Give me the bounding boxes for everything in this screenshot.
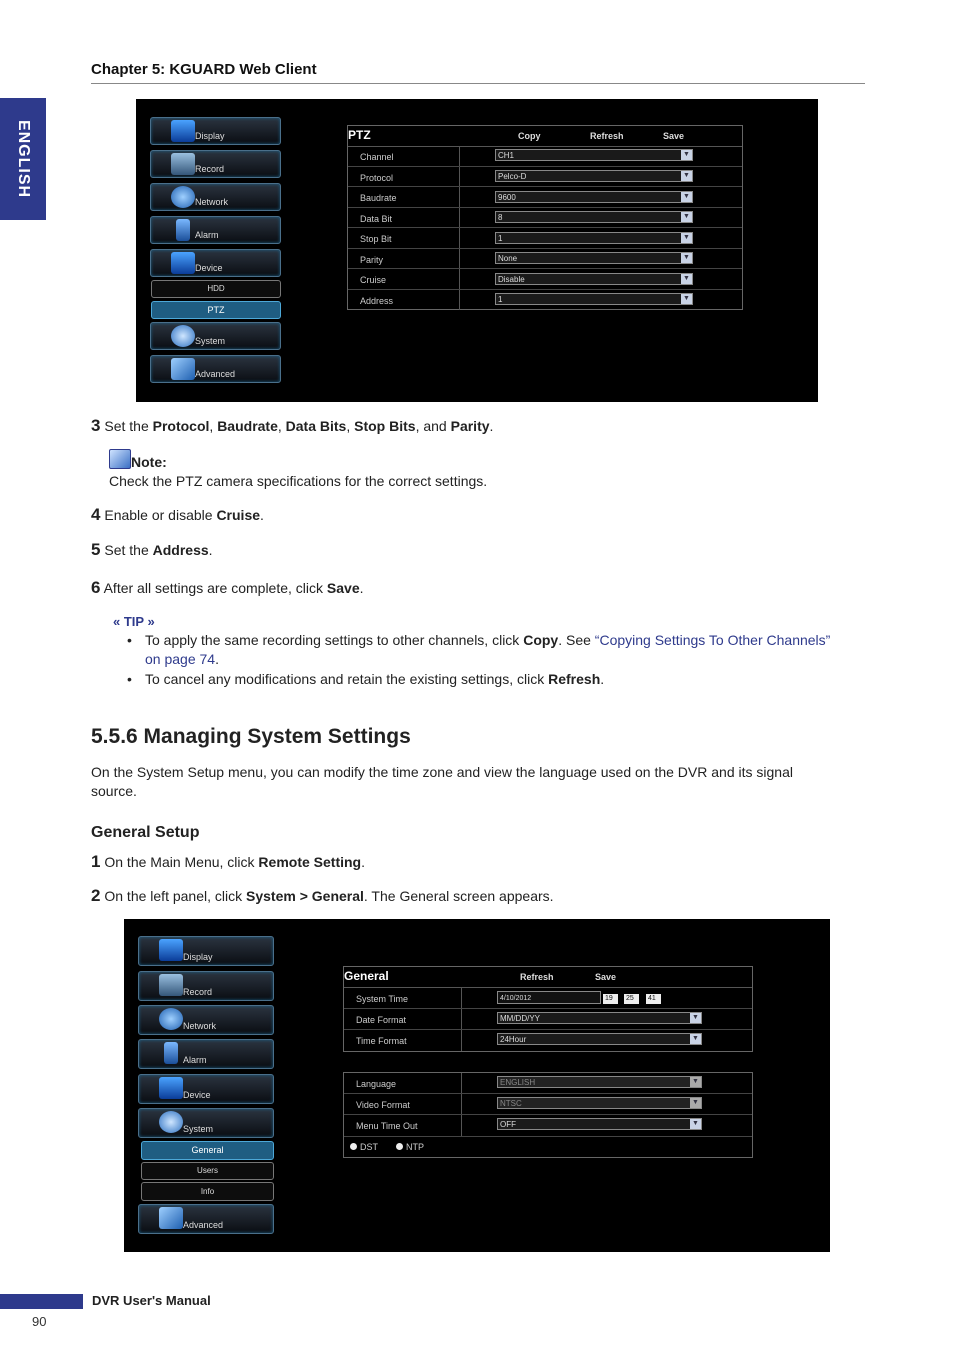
tip-bullet-2: • To cancel any modifications and retain the existing settings, click Refresh. [127, 671, 605, 687]
chevron-down-icon: ▼ [690, 1098, 701, 1108]
language-select: ENGLISH ▼ [497, 1076, 702, 1088]
ptz-header [348, 126, 742, 147]
alarm-icon [176, 219, 190, 241]
ptz-row: Baudrate 9600 ▼ [348, 187, 742, 208]
menu-general[interactable]: General [141, 1141, 274, 1160]
minute-input[interactable]: 25 [624, 994, 639, 1004]
menu-info[interactable]: Info [141, 1182, 274, 1201]
subsection-title: General Setup [91, 824, 200, 841]
dst-label: DST [360, 1142, 378, 1152]
page-link[interactable]: on page 74 [145, 651, 216, 667]
menu-network[interactable]: Network [138, 1005, 274, 1035]
menu-hdd[interactable]: HDD [151, 280, 281, 298]
baudrate-select[interactable]: 9600 ▼ [495, 191, 693, 203]
menu-alarm[interactable]: Alarm [138, 1039, 274, 1069]
monitor-icon [159, 939, 183, 961]
menu-alarm[interactable]: Alarm [150, 216, 281, 244]
chevron-down-icon: ▼ [681, 171, 692, 181]
menu-timeout-row: Menu Time Out OFF ▼ [344, 1115, 752, 1137]
step-3: 3 Set the Protocol, Baudrate, Data Bits, Stop Bits, and Parity. [91, 416, 494, 435]
menu-advanced[interactable]: Advanced [150, 355, 281, 383]
tip-bullet-1: • To apply the same recording settings to other channels, click Copy. See “Copying Settings To Other Channels” on page 74. [127, 632, 831, 667]
general-table [343, 966, 753, 1052]
step-2: 2 On the left panel, click System > General. The General screen appears. [91, 886, 554, 905]
chevron-down-icon: ▼ [690, 1013, 701, 1023]
hour-input[interactable]: 19 [603, 994, 618, 1004]
section-title: 5.5.6 Managing System Settings [91, 725, 411, 748]
ptz-row: Stop Bit 1 ▼ [348, 228, 742, 249]
video-format-row: Video Format NTSC ▼ [344, 1094, 752, 1115]
menu-timeout-select[interactable]: OFF ▼ [497, 1118, 702, 1130]
chevron-down-icon: ▼ [681, 233, 692, 243]
stop-bit-select[interactable]: 1 ▼ [495, 232, 693, 244]
dst-radio[interactable] [350, 1143, 357, 1150]
save-button[interactable]: Save [663, 131, 685, 141]
ptz-screenshot [136, 99, 818, 402]
chevron-down-icon: ▼ [690, 1119, 701, 1129]
record-icon [159, 974, 183, 996]
copy-settings-link[interactable]: “Copying Settings To Other Channels” [594, 632, 831, 648]
protocol-select[interactable]: Pelco-D ▼ [495, 170, 693, 182]
ptz-settings-table [347, 125, 743, 310]
chapter-heading: Chapter 5: KGUARD Web Client [91, 61, 317, 78]
language-tab [0, 98, 46, 220]
menu-display[interactable]: Display [150, 117, 281, 145]
ntp-radio[interactable] [396, 1143, 403, 1150]
tools-icon [171, 358, 195, 380]
section-intro: On the System Setup menu, you can modify the time zone and view the language used on the DVR and its signal source. [91, 764, 793, 799]
date-format-row: Date Format MM/DD/YY ▼ [344, 1009, 752, 1030]
footer-title: DVR User's Manual [92, 1293, 211, 1308]
ptz-row: Cruise Disable ▼ [348, 269, 742, 290]
system-time-row: System Time 4/10/2012 19 25 41 [344, 988, 752, 1009]
ptz-title: PTZ [348, 128, 371, 142]
note-text: Check the PTZ camera specifications for the correct settings. [109, 473, 488, 489]
step-4: 4 Enable or disable Cruise. [91, 505, 264, 524]
tip-label: « TIP » [113, 614, 155, 629]
ptz-row: Data Bit 8 ▼ [348, 208, 742, 228]
chevron-down-icon: ▼ [681, 212, 692, 222]
refresh-button[interactable]: Refresh [520, 972, 554, 982]
header-rule [91, 83, 865, 84]
general-screenshot [124, 919, 830, 1252]
ntp-label: NTP [406, 1142, 424, 1152]
note-label: Note: [131, 454, 167, 470]
note-icon [109, 449, 131, 469]
menu-record[interactable]: Record [150, 150, 281, 178]
data-bit-select[interactable]: 8 ▼ [495, 211, 693, 223]
menu-advanced[interactable]: Advanced [138, 1204, 274, 1234]
globe-icon [171, 186, 195, 208]
gear-icon [159, 1111, 183, 1133]
address-select[interactable]: 1 ▼ [495, 293, 693, 305]
date-format-select[interactable]: MM/DD/YY ▼ [497, 1012, 702, 1024]
chevron-down-icon: ▼ [690, 1034, 701, 1044]
tools-icon [159, 1207, 183, 1229]
general-title: General [344, 969, 389, 983]
ptz-row: Address 1 ▼ [348, 290, 742, 310]
copy-button[interactable]: Copy [518, 131, 541, 141]
refresh-button[interactable]: Refresh [590, 131, 624, 141]
alarm-icon [164, 1042, 178, 1064]
cruise-select[interactable]: Disable ▼ [495, 273, 693, 285]
time-format-select[interactable]: 24Hour ▼ [497, 1033, 702, 1045]
chevron-down-icon: ▼ [681, 294, 692, 304]
menu-device[interactable]: Device [150, 249, 281, 277]
page-number: 90 [32, 1314, 47, 1329]
record-icon [171, 153, 195, 175]
chevron-down-icon: ▼ [681, 192, 692, 202]
ptz-row: Channel CH1 ▼ [348, 146, 742, 167]
time-format-row: Time Format 24Hour ▼ [344, 1030, 752, 1051]
menu-device[interactable]: Device [138, 1074, 274, 1104]
language-tab-label: ENGLISH [15, 119, 32, 199]
date-input[interactable]: 4/10/2012 [497, 991, 601, 1004]
ptz-row: Protocol Pelco-D ▼ [348, 167, 742, 187]
menu-users[interactable]: Users [141, 1162, 274, 1180]
menu-record[interactable]: Record [138, 971, 274, 1001]
chevron-down-icon: ▼ [690, 1077, 701, 1087]
menu-display[interactable]: Display [138, 936, 274, 966]
ptz-row: Parity None ▼ [348, 249, 742, 269]
device-icon [171, 252, 195, 274]
step-5: 5 Set the Address. [91, 540, 213, 559]
general-table-2 [343, 1072, 753, 1158]
save-button[interactable]: Save [595, 972, 617, 982]
second-input[interactable]: 41 [646, 994, 661, 1004]
menu-network[interactable]: Network [150, 183, 281, 211]
chevron-down-icon: ▼ [681, 150, 692, 160]
menu-system[interactable]: System [138, 1108, 274, 1138]
gear-icon [171, 325, 195, 347]
video-format-select: NTSC ▼ [497, 1097, 702, 1109]
step-1: 1 On the Main Menu, click Remote Setting. [91, 852, 365, 871]
chevron-down-icon: ▼ [681, 253, 692, 263]
monitor-icon [171, 120, 195, 142]
general-header [344, 967, 752, 988]
step-6: 6 After all settings are complete, click Save. [91, 578, 364, 597]
channel-select[interactable]: CH1 ▼ [495, 149, 693, 161]
chevron-down-icon: ▼ [681, 274, 692, 284]
menu-system[interactable]: System [150, 322, 281, 350]
globe-icon [159, 1008, 183, 1030]
footer-bar [0, 1294, 83, 1309]
language-row: Language ENGLISH ▼ [344, 1073, 752, 1094]
parity-select[interactable]: None ▼ [495, 252, 693, 264]
menu-ptz[interactable]: PTZ [151, 301, 281, 319]
device-icon [159, 1077, 183, 1099]
dst-ntp-row [344, 1137, 752, 1158]
